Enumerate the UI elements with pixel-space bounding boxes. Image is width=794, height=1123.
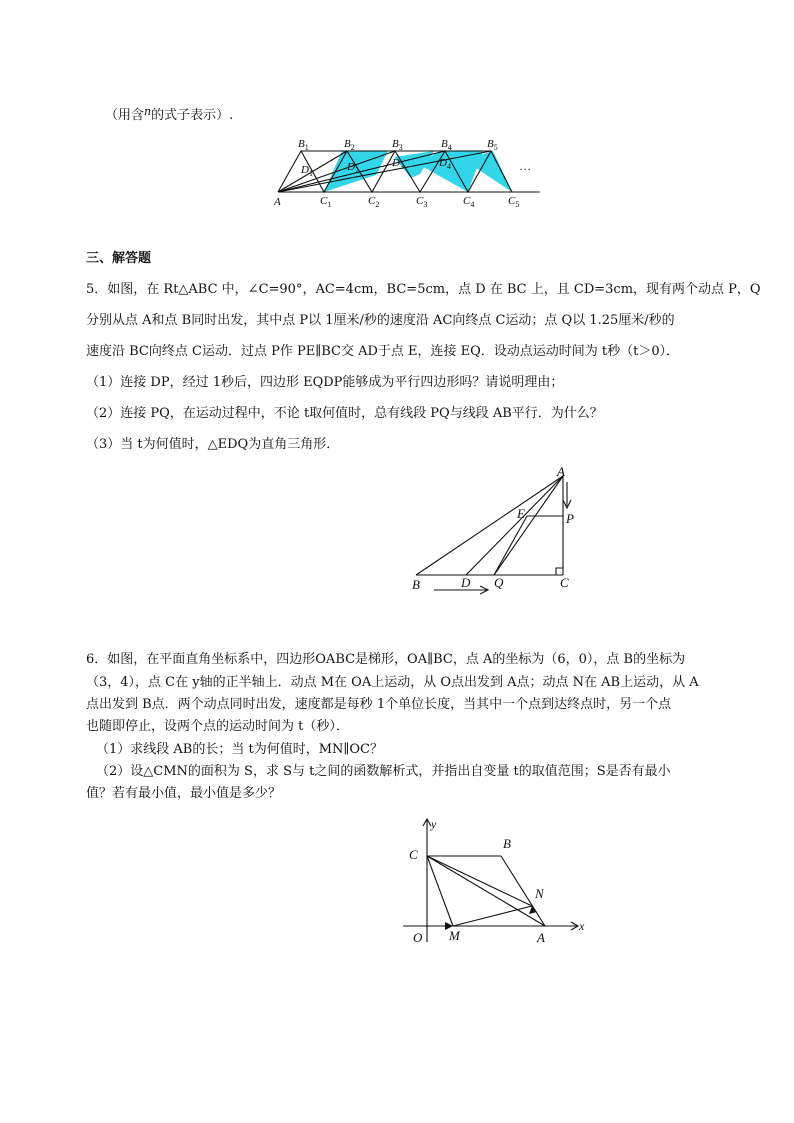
label-C5: $C_5$ [508,195,520,209]
q4-tail-before: （用含 [105,108,145,123]
q5-line-1: 5．如图，在 Rt△ABC 中，∠C=90°，AC=4cm，BC=5cm，点 D 在 BC 上，且 CD=3cm，现有两个动点 P，Q [86,282,761,297]
label-N: N [535,886,544,901]
triangle-chain-figure [268,130,548,210]
segment-EQ [494,516,527,575]
label-D2: $D_2$ [347,161,359,175]
arrow-head-N [529,906,537,914]
q5-sub3: （3）当 t为何值时，△EDQ为直角三角形． [86,437,340,452]
q6-line-3: 点出发到 B点．两个动点同时出发，速度都是每秒 1个单位长度，当其中一个点到达终点时，另一个点 [86,697,672,712]
q6-line-4: 也随即停止，设两个点的运动时间为 t（秒）． [86,719,349,734]
label-B: B [412,577,420,592]
label-B4: $B_4$ [441,138,452,152]
label-E: E [517,506,525,521]
triangle-abc-figure [400,462,600,602]
label-B: B [503,836,511,851]
B-labels [298,138,498,152]
label-B3: $B_3$ [392,138,403,152]
label-Q: Q [494,575,504,590]
label-D1: $D_1$ [301,164,313,178]
label-D4: $D_4$ [439,157,451,171]
q4-tail-after: 的式子表示）. [151,108,234,123]
label-P: P [566,511,574,526]
label-D: D [461,575,471,590]
label-C: C [409,847,418,862]
label-C3: $C_3$ [416,195,428,209]
label-C1: $C_1$ [320,195,332,209]
label-x: x [579,919,585,933]
q4-tail-var: n [144,105,152,118]
label-C: C [560,575,569,590]
label-B1: $B_1$ [298,138,309,152]
label-y: y [431,817,437,831]
q6-line-1: 6．如图，在平面直角坐标系中，四边形OABC是梯形，OA∥BC，点 A的坐标为（6，0），点 B的坐标为 [86,652,686,667]
q5-sub1: （1）连接 DP，经过 1秒后，四边形 EQDP能够成为平行四边形吗？请说明理由； [86,375,564,390]
segment-CA [427,856,545,926]
label-M: M [449,928,460,943]
q6-line-2: （3，4），点 C在 y轴的正半轴上．动点 M在 OA上运动，从 O点出发到 A点；动点 N在 AB上运动，从 A [86,675,699,690]
C-labels [320,195,519,209]
ellipsis-label: … [520,159,531,173]
label-A: A [537,930,545,945]
q5-line-3: 速度沿 BC向终点 C运动．过点 P作 PE∥BC交 AD于点 E，连接 EQ．设动点运动时间为 t秒（t＞0）． [86,344,680,359]
trapezoid-coordinate-figure [395,812,595,952]
q6-sub2b: 值？若有最小值，最小值是多少？ [86,786,282,801]
segment-MN [453,906,532,926]
label-A: A [274,196,281,208]
q4-tail [105,104,233,124]
section-title: 三、解答题 [86,251,152,266]
right-angle-mark [556,568,563,575]
q5-line-2: 分别从点 A和点 B同时出发，其中点 P以 1厘米/秒的速度沿 AC向终点 C运动；点 Q以 1.25厘米/秒的 [86,313,675,328]
label-C2: $C_2$ [368,195,380,209]
label-B5: $B_5$ [487,138,498,152]
q6-sub2a: （2）设△CMN的面积为 S，求 S与 t之间的函数解析式，并指出自变量 t的取值范围；S是否有最小 [96,764,671,779]
segment-AQ [494,476,563,575]
label-A: A [557,464,565,479]
label-D3: $D_3$ [392,157,404,171]
side-AB [416,476,563,575]
label-B2: $B_2$ [344,138,355,152]
q5-sub2: （2）连接 PQ，在运动过程中，不论 t取何值时，总有线段 PQ与线段 AB平行．为什么？ [86,406,603,421]
label-C4: $C_4$ [463,195,475,209]
segment-AD [466,476,563,575]
q6-sub1: （1）求线段 AB的长；当 t为何值时，MN∥OC？ [96,742,383,757]
label-O: O [413,930,423,945]
